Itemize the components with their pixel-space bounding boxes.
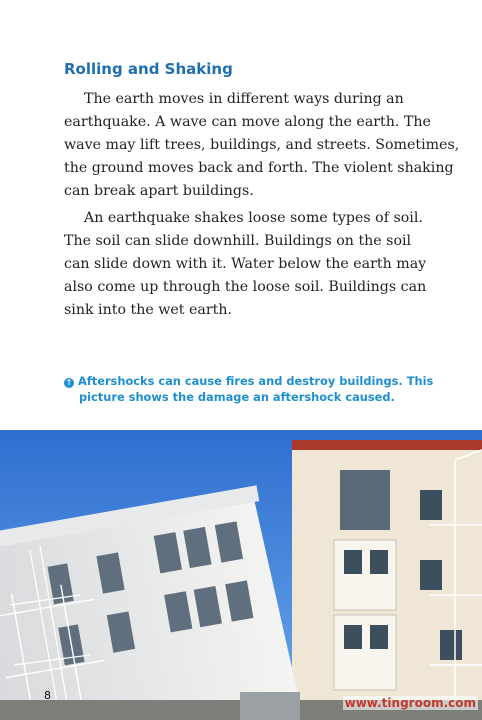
earthquake-damage-photo (0, 430, 482, 720)
photo-caption (64, 373, 434, 405)
paragraph-2 (64, 207, 427, 322)
caption-line: picture shows the damage an aftershock caused. (79, 390, 395, 404)
paragraph-1 (64, 88, 460, 203)
paragraph-line: sink into the wet earth. (64, 302, 232, 318)
paragraph-line: An earthquake shakes loose some types of soil. (84, 210, 423, 226)
paragraph-line: also come up through the loose soil. Buildings can (64, 279, 427, 295)
watermark: www.tingroom.com (344, 696, 476, 710)
paragraph-line: the ground moves back and forth. The violent shaking (64, 160, 454, 176)
section-heading: Rolling and Shaking (64, 60, 233, 78)
paragraph-line: earthquake. A wave can move along the earth. The (64, 114, 431, 130)
paragraph-line: can break apart buildings. (64, 183, 254, 199)
arrow-circle-icon: ↑ (65, 378, 73, 387)
paragraph-line: can slide down with it. Water below the earth may (64, 256, 427, 272)
page-number: 8 (44, 689, 51, 702)
paragraph-line: The soil can slide downhill. Buildings on the soil (64, 233, 412, 249)
paragraph-line: The earth moves in different ways during an (84, 91, 404, 107)
caption-line: Aftershocks can cause fires and destroy buildings. This (78, 374, 434, 388)
paragraph-line: wave may lift trees, buildings, and streets. Sometimes, (64, 137, 460, 153)
